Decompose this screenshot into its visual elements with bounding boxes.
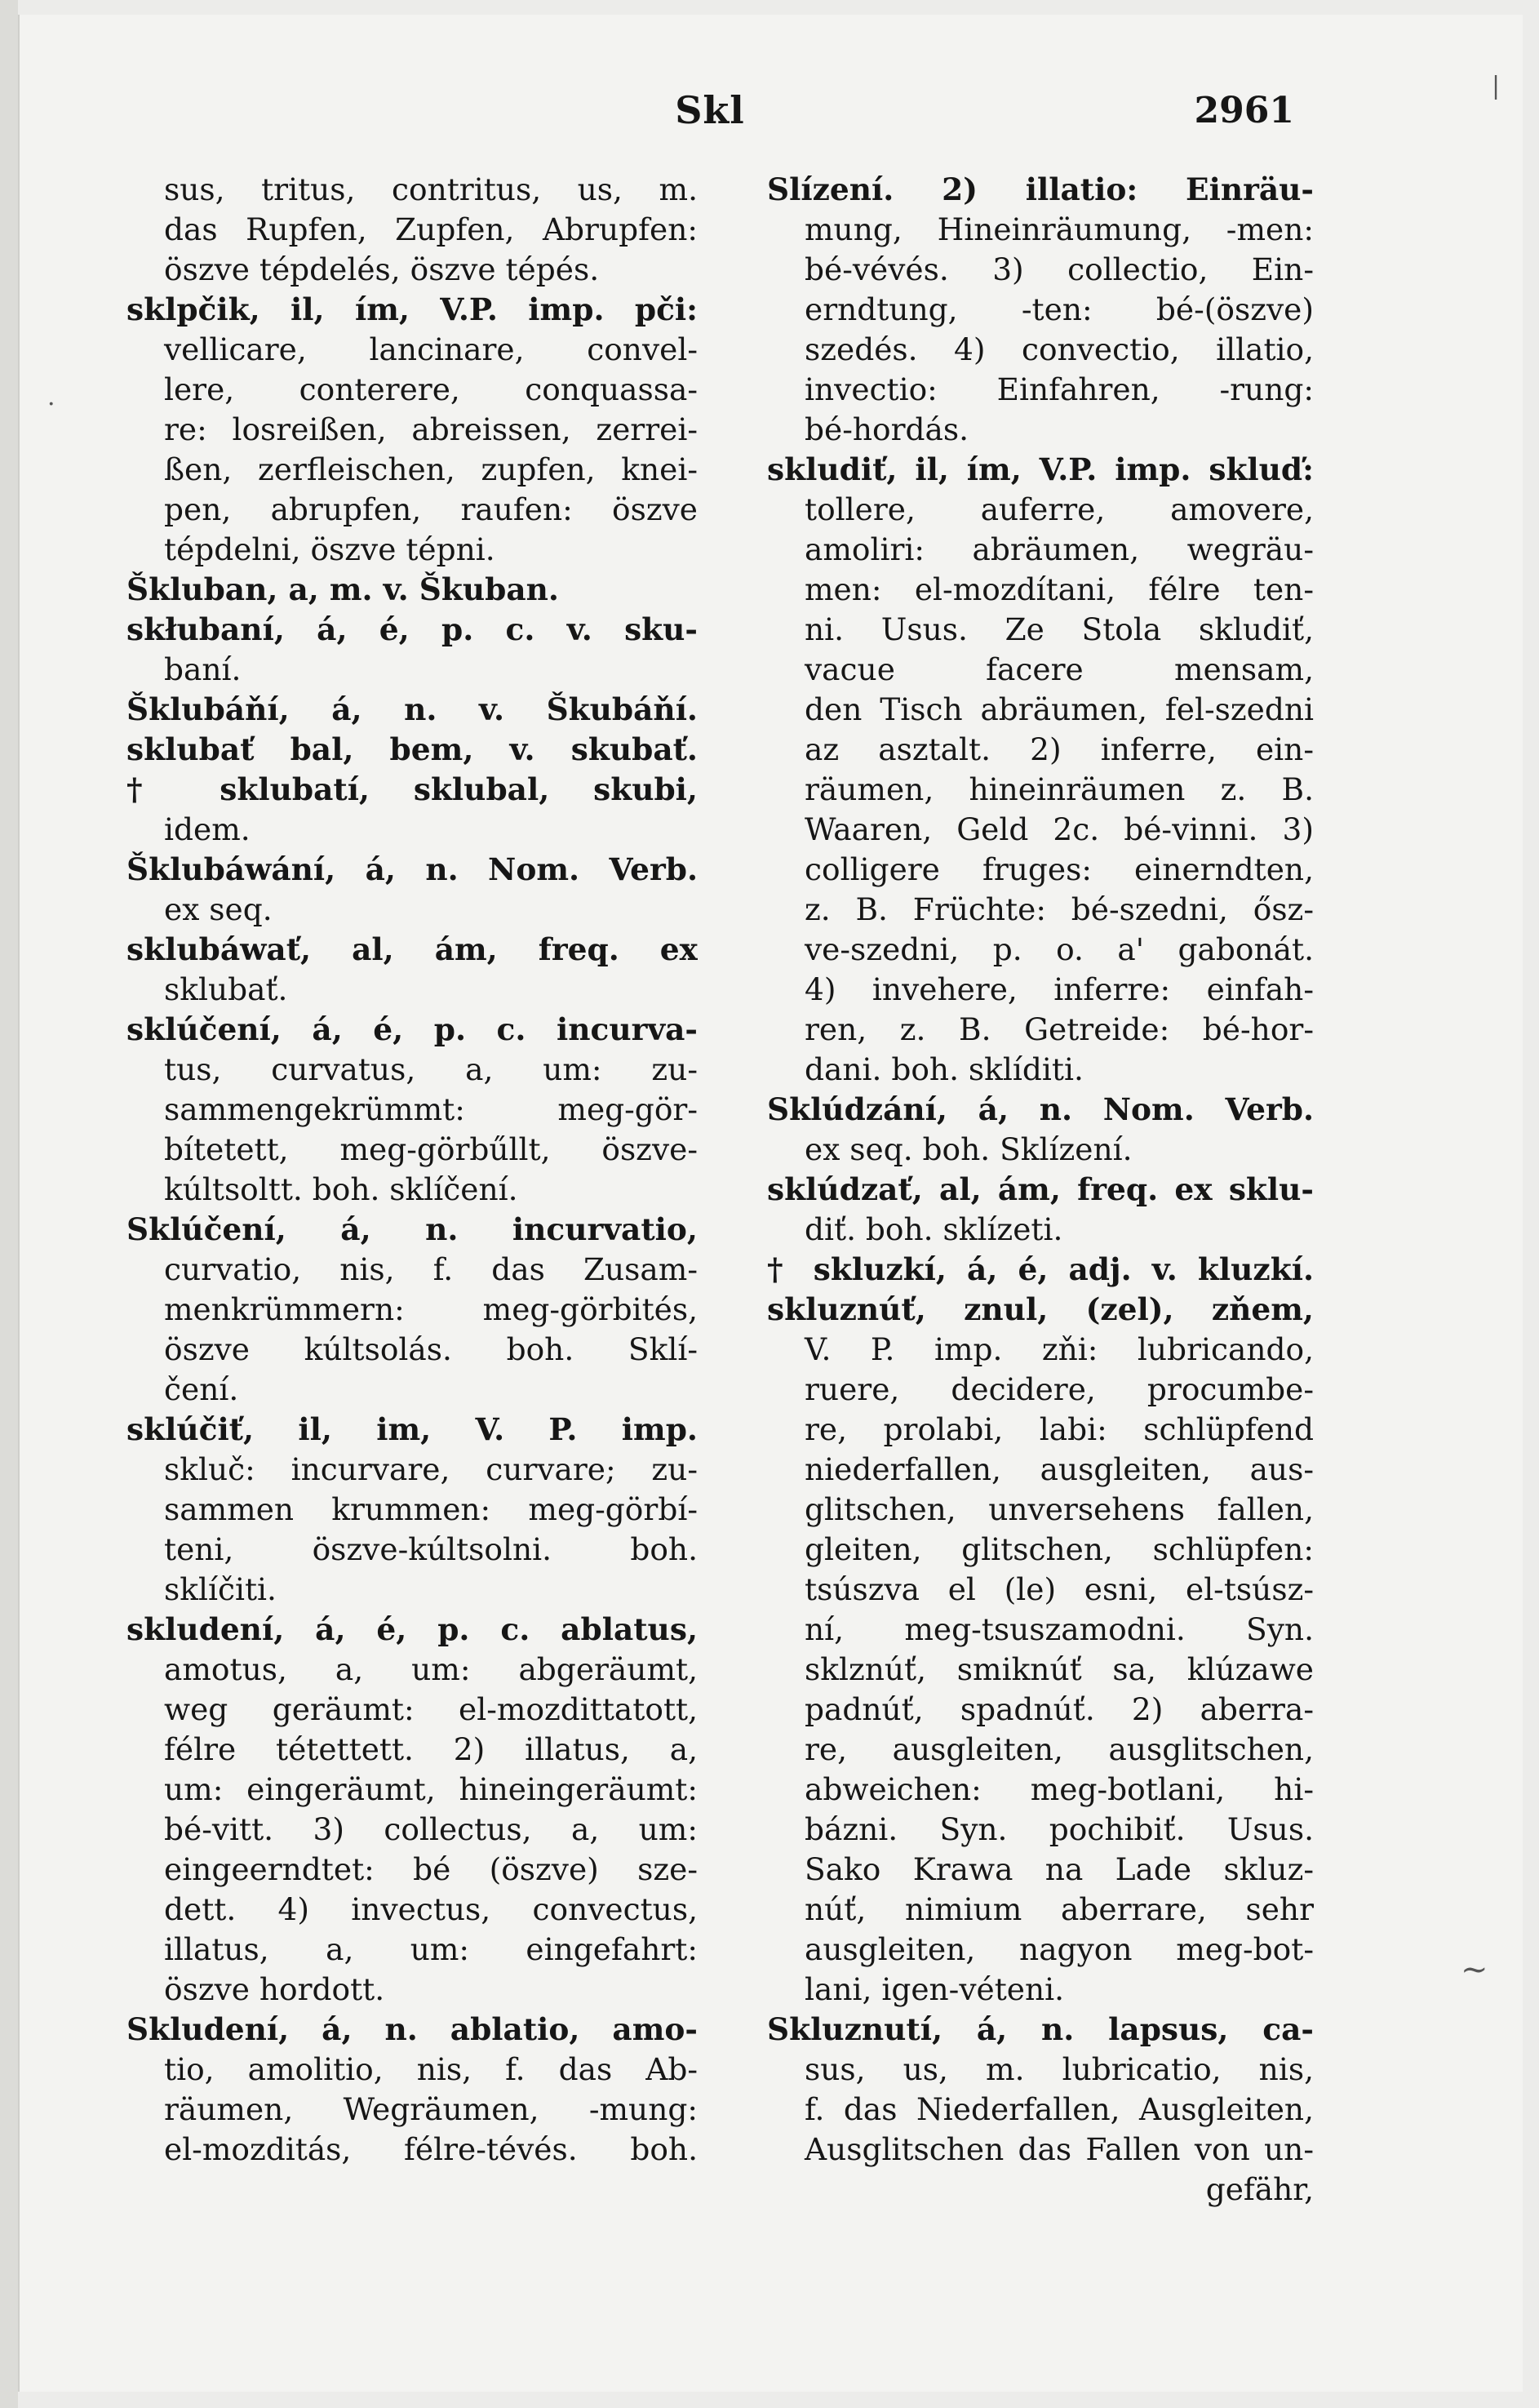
dictionary-line: öszve hordott. [164,1971,385,2007]
dictionary-line: ren, z. B. Getreide: bé-hor- [805,1011,1314,1047]
dictionary-line: szedés. 4) convectio, illatio, [805,331,1314,367]
dictionary-line: tus, curvatus, a, um: zu- [164,1051,698,1087]
dictionary-line: vellicare, lancinare, convel- [164,331,698,367]
dictionary-line: Waaren, Geld 2c. bé-vinni. 3) [805,811,1314,847]
dictionary-line: čení. [164,1371,239,1407]
dictionary-line: pen, abrupfen, raufen: öszve [164,491,698,527]
dictionary-line: ní, meg-tsuszamodni. Syn. [805,1611,1314,1647]
dictionary-line: † skluzkí, á, é, adj. v. kluzkí. [767,1251,1314,1287]
dictionary-line: vacue facere mensam, [805,651,1314,687]
dictionary-line: ßen, zerfleischen, zupfen, knei- [164,451,698,487]
dictionary-line: men: el-mozdítani, félre ten- [805,571,1314,607]
dictionary-line: skluznúť, znul, (zel), zňem, [767,1291,1314,1327]
dictionary-line: sammen krummen: meg-görbí- [164,1491,698,1527]
dictionary-line: Skluznutí, á, n. lapsus, ca- [767,2011,1314,2047]
dictionary-line: niederfallen, ausgleiten, aus- [805,1451,1314,1487]
left-column [126,170,698,2170]
dictionary-line: skluč: incurvare, curvare; zu- [164,1451,698,1487]
dictionary-line: Sako Krawa na Lade skluz- [805,1851,1314,1887]
page-gutter [0,0,18,2408]
dictionary-line: räumen, hineinräumen z. B. [805,771,1314,807]
dictionary-line: ruere, decidere, procumbe- [805,1371,1314,1407]
dictionary-line: ni. Usus. Ze Stola skludiť, [805,611,1314,647]
dictionary-line: re: losreißen, abreissen, zerrei- [164,411,698,447]
dictionary-line: padnúť, spadnúť. 2) aberra- [805,1691,1314,1727]
dictionary-line: Šklubáňí, á, n. v. Škubáňí. [126,691,698,727]
dictionary-line: lani, igen-véteni. [805,1971,1065,2007]
dictionary-line: tsúszva el (le) esni, el-tsúsz- [805,1571,1314,1607]
dictionary-line: sklúdzať, al, ám, freq. ex sklu- [767,1171,1314,1207]
dictionary-line: ex seq. [164,891,273,927]
dictionary-line: öszve tépdelés, öszve tépés. [164,251,600,287]
dictionary-line: sklubať bal, bem, v. skubať. [126,731,698,767]
dictionary-line: félre tétettett. 2) illatus, a, [164,1731,698,1767]
dictionary-line: z. B. Früchte: bé-szedni, ősz- [805,891,1314,927]
dictionary-line: idem. [164,811,251,847]
dictionary-line: Šklubáwání, á, n. Nom. Verb. [126,851,698,887]
dictionary-line: tio, amolitio, nis, f. das Ab- [164,2051,698,2087]
dictionary-line: bé-vévés. 3) collectio, Ein- [805,251,1314,287]
dictionary-line: gefähr, [1205,2171,1314,2207]
guide-word: Skl [675,88,745,132]
dictionary-line: räumen, Wegräumen, -mung: [164,2091,698,2127]
dictionary-line: V. P. imp. zňi: lubricando, [805,1331,1314,1367]
margin-dot: · [47,390,55,419]
dictionary-line: amotus, a, um: abgeräumt, [164,1651,698,1687]
dictionary-line: tépdelni, öszve tépni. [164,531,495,567]
dictionary-line: weg geräumt: el-mozdittatott, [164,1691,698,1727]
dictionary-line: mung, Hineinräumung, -men: [805,211,1314,247]
dictionary-line: curvatio, nis, f. das Zusam- [164,1251,698,1287]
dictionary-line: el-mozditás, félre-tévés. boh. [164,2131,698,2167]
right-column [767,170,1314,2210]
dictionary-line: sklubáwať, al, ám, freq. ex [126,931,698,967]
dictionary-line: amoliri: abräumen, wegräu- [805,531,1314,567]
dictionary-line: sklznúť, smiknúť sa, klúzawe [805,1651,1314,1687]
dictionary-line: bé-vitt. 3) collectus, a, um: [164,1811,698,1847]
dictionary-line: abweichen: meg-botlani, hi- [805,1771,1314,1807]
dictionary-line: gleiten, glitschen, schlüpfen: [805,1531,1314,1567]
dictionary-line: glitschen, unversehens fallen, [805,1491,1314,1527]
dictionary-line: f. das Niederfallen, Ausgleiten, [805,2091,1314,2127]
dictionary-line: Sklúdzání, á, n. Nom. Verb. [767,1091,1314,1127]
dictionary-line: kúltsoltt. boh. sklíčení. [164,1171,518,1207]
dictionary-line: Skludení, á, n. ablatio, amo- [126,2011,698,2047]
dictionary-line: re, prolabi, labi: schlüpfend [805,1411,1314,1447]
dictionary-line: sammengekrümmt: meg-gör- [164,1091,698,1127]
dictionary-line: dett. 4) invectus, convectus, [164,1891,698,1927]
dictionary-line: Ausglitschen das Fallen von un- [805,2131,1314,2167]
dictionary-line: eingeerndtet: bé (öszve) sze- [164,1851,698,1887]
dictionary-line: skludení, á, é, p. c. ablatus, [126,1611,698,1647]
page-number: 2961 [1194,90,1294,131]
dictionary-line: skłubaní, á, é, p. c. v. sku- [126,611,698,647]
dictionary-line: ve-szedni, p. o. a' gabonát. [805,931,1314,967]
dictionary-line: sklubať. [164,971,288,1007]
dictionary-line: bítetett, meg-görbűllt, öszve- [164,1131,698,1167]
dictionary-line: núť, nimium aberrare, sehr [805,1891,1314,1927]
dictionary-line: sklíčiti. [164,1571,277,1607]
dictionary-line: colligere fruges: einerndten, [805,851,1314,887]
dictionary-line: 4) invehere, inferre: einfah- [805,971,1314,1007]
dictionary-line: sklpčik, il, ím, V.P. imp. pči: [126,291,698,327]
dictionary-line: ausgleiten, nagyon meg-bot- [805,1931,1314,1967]
dictionary-line: sklúčiť, il, im, V. P. imp. [126,1411,698,1447]
dictionary-line: bé-hordás. [805,411,969,447]
dictionary-line: lere, conterere, conquassa- [164,371,698,407]
dictionary-line: teni, öszve-kúltsolni. boh. [164,1531,698,1567]
dictionary-line: skludiť, il, ím, V.P. imp. skluď: [767,451,1314,487]
dictionary-line: az asztalt. 2) inferre, ein- [805,731,1314,767]
dictionary-line: diť. boh. sklízeti. [805,1211,1063,1247]
dictionary-line: illatus, a, um: eingefahrt: [164,1931,698,1967]
dictionary-line: sus, tritus, contritus, us, m. [164,171,698,207]
margin-tick: | [1492,72,1501,100]
dictionary-line: Škluban, a, m. v. Škuban. [126,571,559,607]
dictionary-line: menkrümmern: meg-görbités, [164,1291,698,1327]
dictionary-line: bázni. Syn. pochibiť. Usus. [805,1811,1314,1847]
dictionary-line: Sklúčení, á, n. incurvatio, [126,1211,698,1247]
dictionary-line: invectio: Einfahren, -rung: [805,371,1314,407]
dictionary-line: um: eingeräumt, hineingeräumt: [164,1771,698,1807]
dictionary-line: das Rupfen, Zupfen, Abrupfen: [164,211,698,247]
dictionary-line: dani. boh. sklíditi. [805,1051,1084,1087]
dictionary-line: sus, us, m. lubricatio, nis, [805,2051,1314,2087]
dictionary-line: ex seq. boh. Sklízení. [805,1131,1133,1167]
dictionary-line: baní. [164,651,242,687]
dictionary-line: öszve kúltsolás. boh. Sklí- [164,1331,698,1367]
dictionary-line: † sklubatí, sklubal, skubi, [126,771,698,807]
dictionary-line: re, ausgleiten, ausglitschen, [805,1731,1314,1767]
dictionary-line: tollere, auferre, amovere, [805,491,1314,527]
margin-squiggle: ~ [1461,1951,1488,1988]
dictionary-line: sklúčení, á, é, p. c. incurva- [126,1011,698,1047]
dictionary-line: erndtung, -ten: bé-(öszve) [805,291,1314,327]
dictionary-line: Slízení. 2) illatio: Einräu- [767,171,1314,207]
dictionary-line: den Tisch abräumen, fel-szedni [805,691,1314,727]
